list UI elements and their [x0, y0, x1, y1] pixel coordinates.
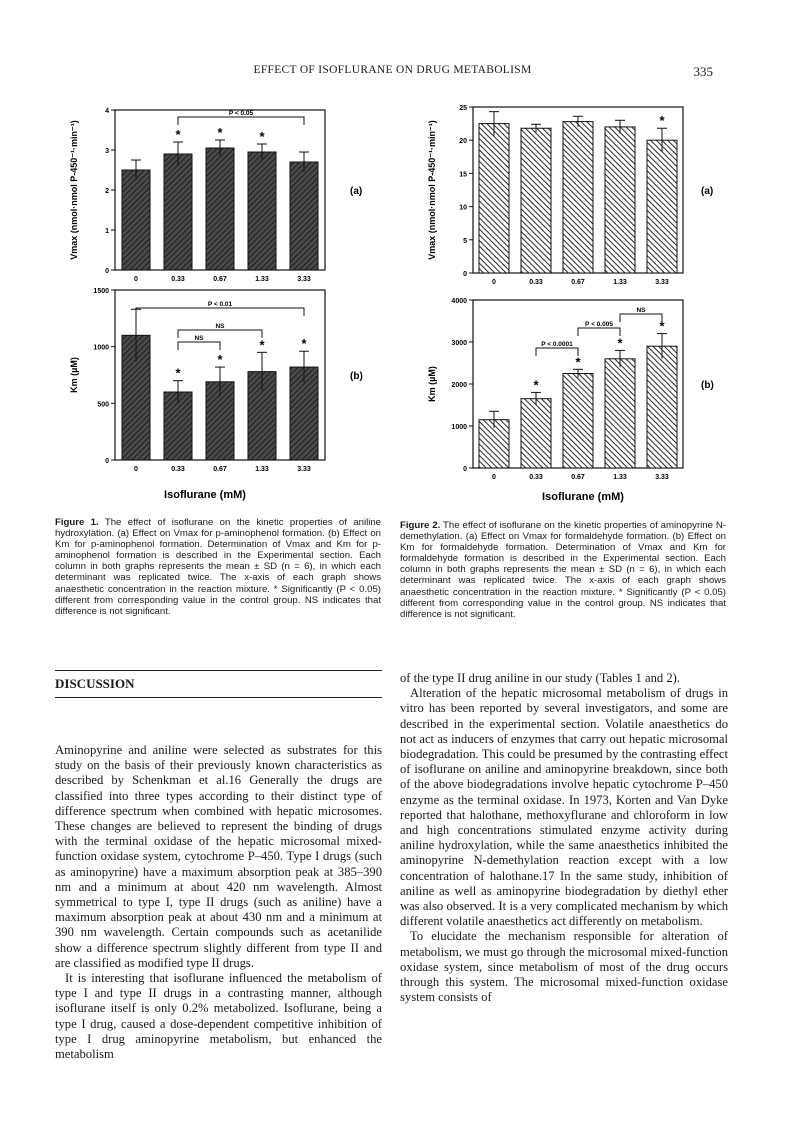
x-tick-label: 0.33: [529, 474, 543, 481]
significance-star: *: [175, 365, 181, 381]
significance-bracket: [536, 348, 578, 356]
significance-star: *: [659, 113, 665, 129]
x-tick-label: 1.33: [613, 279, 627, 286]
x-tick-label: 3.33: [655, 474, 669, 481]
x-tick-label: 3.33: [655, 279, 669, 286]
x-tick-label: 0.67: [571, 474, 585, 481]
y-tick-label: 500: [97, 401, 109, 409]
bracket-label: P < 0.0001: [541, 341, 573, 348]
y-tick-label: 1000: [93, 344, 109, 352]
x-tick-label: 0.33: [529, 279, 543, 286]
x-tick-label: 1.33: [255, 466, 269, 473]
significance-star: *: [617, 335, 623, 351]
significance-bracket: [178, 342, 220, 350]
bar: [605, 359, 635, 468]
page-number: 335: [693, 64, 713, 79]
fig1-xlabel: Isoflurane (mM): [164, 489, 246, 501]
significance-star: *: [259, 337, 265, 353]
significance-bracket: [578, 328, 620, 336]
bar: [164, 154, 192, 270]
bar: [647, 346, 677, 468]
bracket-label: NS: [194, 335, 204, 342]
bar: [206, 148, 234, 270]
y-tick-label: 15: [459, 171, 467, 179]
y-tick-label: 5: [463, 237, 467, 245]
y-axis-label: Km (µM): [427, 366, 437, 402]
figure-2-label: Figure 2.: [400, 520, 441, 531]
significance-star: *: [217, 352, 223, 368]
significance-bracket: [178, 330, 262, 338]
y-tick-label: 2000: [451, 382, 467, 389]
significance-bracket: [620, 314, 662, 322]
paragraph: of the type II drug aniline in our study (Tables 1 and 2).: [400, 671, 680, 685]
bar: [563, 374, 593, 469]
paragraph: To elucidate the mechanism responsible for alteration of metabolism, we must go through the microsomal mixed-function oxidase system, since metabolism of most of the drug occurs through this system. The microsomal mixed-function oxidase system consists of: [400, 929, 728, 1005]
significance-star: *: [259, 129, 265, 144]
paragraph: Aminopyrine and aniline were selected as substrates for this study on the basis of their previously known characteristics as described by Schenkman et al.16 Generally the drugs are classified into three types according to their distinct type of difference spectrum when combined with hepatic microsomes. These changes are believed to represent the binding of drugs with the terminal oxidase of the hepatic microsomal mixed-function oxidase system, cytochrome P–450. Type I drugs (such as aminopyrine) have a maximum absorption peak at 385–390 nm and a minimum at about 420 nm wavelength. Almost symmetrical to type I, type II drugs (such as aniline) have a maximum absorption peak at about 430 nm and a minimum at 390 nm wavelength. Certain compounds such as acetanilide show a difference spectrum slightly different from type II and are classified as modified type II drugs.: [55, 743, 382, 970]
section-heading: DISCUSSION: [55, 676, 135, 691]
bar: [248, 152, 276, 270]
bracket-label: P < 0.01: [207, 301, 233, 308]
x-tick-label: 0.33: [171, 276, 185, 283]
significance-star: *: [533, 377, 539, 393]
bar: [521, 399, 551, 468]
panel-label: (a): [701, 186, 714, 197]
y-tick-label: 1500: [93, 288, 109, 295]
running-title: EFFECT OF ISOFLURANE ON DRUG METABOLISM: [253, 64, 532, 76]
fig1-panel-b: [69, 288, 363, 473]
significance-star: *: [659, 318, 665, 334]
y-tick-label: 20: [459, 138, 467, 146]
section-rule-top: [55, 670, 382, 671]
paragraph: It is interesting that isoflurane influenced the metabolism of type I and type II drugs in a contrasting manner, although isoflurane itself is only 0.2% metabolized. Isoflurane, being a type I drug, caused a dose-dependent competitive inhibition of type I drug aminopyrine metabolism, but enhanced the metabolism: [55, 971, 382, 1062]
x-tick-label: 0: [492, 279, 496, 286]
panel-label: (b): [350, 371, 363, 382]
y-tick-label: 0: [463, 271, 467, 278]
fig2-xlabel: Isoflurane (mM): [542, 491, 624, 503]
fig1-panel-a: [69, 108, 362, 283]
bar: [290, 162, 318, 270]
x-tick-label: 0.33: [171, 466, 185, 473]
x-tick-label: 0: [492, 474, 496, 481]
y-tick-label: 4: [105, 108, 109, 115]
bar: [479, 124, 509, 273]
figure-1-chart: [55, 95, 385, 505]
y-tick-label: 0: [463, 466, 467, 473]
panel-label: (a): [350, 186, 363, 197]
y-axis-label: Km (µM): [69, 357, 79, 393]
bracket-label: NS: [636, 307, 646, 314]
figure-2-caption-text: The effect of isoflurane on the kinetic properties of aminopyrine N-demethylation. (a) Effect on Vmax for formaldehyde formation. (b) Effect on Km for formaldehyde formation. Determination of Vmax and Km for formaldehyde formation is described in the Experimental section. Each column in both graphs represents the mean ± SD (n = 6), in which each determinant was replicated twice. The x-axis of each graph shows anaesthetic concentration in the reaction mixture. * Significantly (P < 0.05) different from corresponding value in the control group. NS indicates that difference is not significant.: [400, 520, 726, 620]
bar: [605, 127, 635, 273]
fig2-panel-b: [427, 298, 714, 481]
significance-star: *: [575, 354, 581, 370]
bar: [647, 140, 677, 273]
x-tick-label: 0.67: [213, 466, 227, 473]
bar: [521, 128, 551, 273]
left-column-text: [55, 743, 382, 1062]
x-tick-label: 0: [134, 276, 138, 283]
y-tick-label: 2: [105, 188, 109, 195]
bracket-label: P < 0.005: [585, 321, 613, 328]
significance-bracket: [178, 117, 304, 125]
y-tick-label: 0: [105, 268, 109, 275]
y-tick-label: 3: [105, 148, 109, 155]
bracket-label: P < 0.05: [228, 110, 254, 117]
right-column-text: [400, 671, 728, 1005]
significance-star: *: [217, 125, 223, 140]
paragraph: Alteration of the hepatic microsomal metabolism of drugs in vitro has been reported by several investigators, and some are described in the experimental section. Volatile anaesthetics do not act as inducers of enzymes that carry out hepatic microsomal biodegradation. This could be presumed by the contrasting effect of isoflurane on aniline and aminopyrine breakdown, since both of the above biodegradations involve hepatic cytochrome P–450 enzyme as the terminal oxidase. In 1973, Korten and Van Dyke reported that halothane, methoxyflurane and chloroform in low and high concentrations stimulated enzyme activity during aniline hydroxylation, while the same anaesthetics inhibited the aminopyrine N-demethylation reaction except with a low concentration of halothane.17 In the same study, inhibition of aniline as well as aminopyrine biodegradation by diethyl ether was also observed. It is a very complicated mechanism by which different volatile anaesthetics act differently on metabolism.: [400, 686, 728, 929]
y-tick-label: 3000: [451, 340, 467, 347]
x-tick-label: 1.33: [255, 276, 269, 283]
x-tick-label: 3.33: [297, 276, 311, 283]
y-axis-label: Vmax (nmol·nmol P-450⁻¹·min⁻¹): [427, 120, 437, 260]
figure-1-caption: [55, 517, 381, 617]
y-tick-label: 25: [459, 105, 467, 112]
fig2-panel-a: [427, 105, 713, 286]
y-tick-label: 4000: [451, 298, 467, 305]
y-tick-label: 0: [105, 458, 109, 465]
significance-star: *: [175, 127, 181, 142]
bracket-label: NS: [215, 323, 225, 330]
y-tick-label: 10: [459, 204, 467, 212]
significance-star: *: [301, 336, 307, 352]
bar: [563, 122, 593, 273]
x-tick-label: 0.67: [213, 276, 227, 283]
y-axis-label: Vmax (nmol·nmol P-450⁻¹·min⁻¹): [69, 120, 79, 260]
panel-label: (b): [701, 380, 714, 391]
bar: [122, 170, 150, 270]
figure-1-label: Figure 1.: [55, 517, 99, 528]
figure-1-caption-text: The effect of isoflurane on the kinetic properties of aniline hydroxylation. (a) Effect on Vmax for p-aminophenol formation. (b) Effect on Km for p-aminophenol formation. Determination of Vmax and Km for p-aminophenol formation is described in the Experimental section. Each column in both graphs represents the mean ± SD (n = 6), in which each determinant was replicated twice. The x-axis of each graph shows anaesthetic concentration in the reaction mixture. * Significantly (P < 0.05) different from corresponding value in the control group. NS indicates that difference is not significant.: [55, 517, 382, 617]
x-tick-label: 0: [134, 466, 138, 473]
y-tick-label: 1000: [451, 424, 467, 431]
section-rule-bottom: [55, 697, 382, 698]
x-tick-label: 0.67: [571, 279, 585, 286]
y-tick-label: 1: [105, 228, 109, 235]
x-tick-label: 1.33: [613, 474, 627, 481]
figure-2-caption: [400, 520, 726, 620]
x-tick-label: 3.33: [297, 466, 311, 473]
significance-bracket: [136, 308, 304, 316]
figure-2-chart: [418, 95, 738, 505]
running-header: [0, 64, 785, 80]
